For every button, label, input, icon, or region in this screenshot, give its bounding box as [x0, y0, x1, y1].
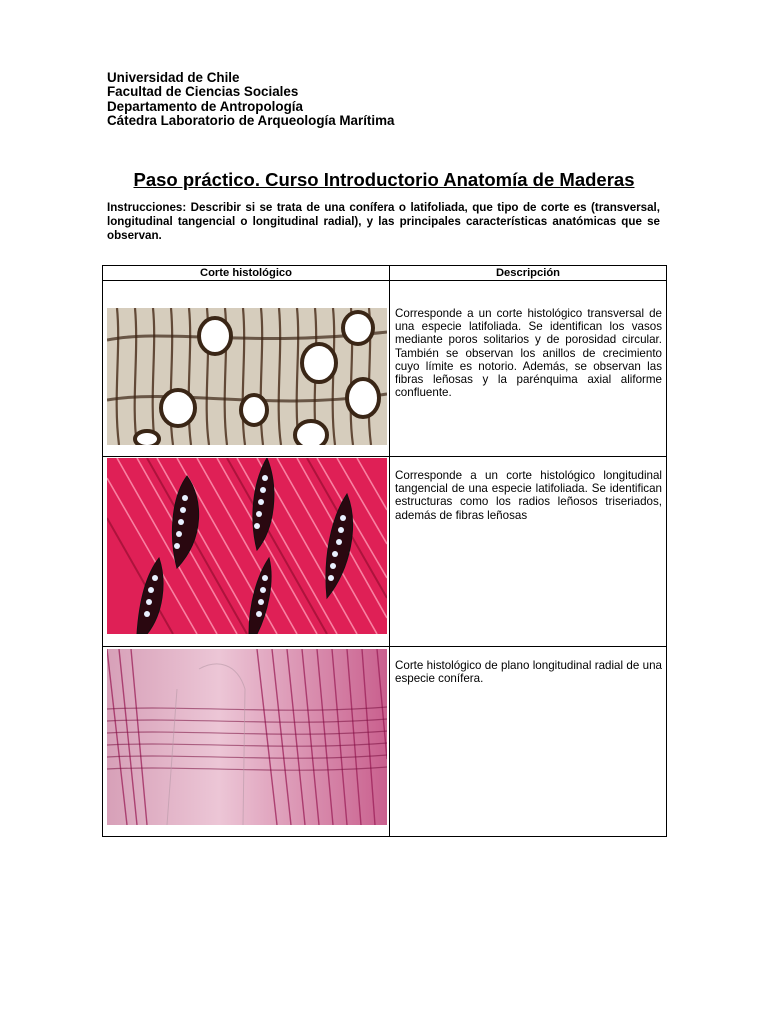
table-row — [103, 457, 667, 647]
instructions-paragraph: Instrucciones: Describir si se trata de una conífera o latifoliada, que tipo de corte es (transversal, longitudinal tangencial o longitudinal radial), y las principales características anatómicas que se observan. — [107, 201, 660, 242]
histology-table — [102, 265, 667, 837]
page-title: Paso práctico. Curso Introductorio Anatomía de Maderas — [133, 169, 635, 190]
image-cell — [103, 281, 390, 457]
table-row — [103, 647, 667, 837]
image-cell — [103, 647, 390, 837]
description-cell — [390, 457, 667, 647]
micrograph-radial-icon — [107, 649, 387, 825]
image-cell — [103, 457, 390, 647]
description-text: Corresponde a un corte histológico longitudinal tangencial de una especie latifoliada. Se identifican estructuras como los radios leñosos triseriados, además de fibras leñosas — [395, 469, 662, 522]
institution-header — [107, 71, 394, 128]
header-line-department: Departamento de Antropología — [107, 98, 303, 114]
table-header-row — [103, 266, 667, 281]
description-cell — [390, 647, 667, 837]
header-line-faculty: Facultad de Ciencias Sociales — [107, 84, 299, 100]
micrograph-transverse-icon — [107, 308, 387, 445]
header-line-chair: Cátedra Laboratorio de Arqueología Marítima — [107, 112, 395, 128]
header-line-university: Universidad de Chile — [107, 70, 240, 85]
description-text: Corte histológico de plano longitudinal radial de una especie conífera. — [395, 659, 662, 686]
column-header-description: Descripción — [390, 266, 667, 281]
micrograph-tangential-icon — [107, 458, 387, 634]
description-cell — [390, 281, 667, 457]
table-row — [103, 281, 667, 457]
description-text: Corresponde a un corte histológico transversal de una especie latifoliada. Se identifican los vasos mediante poros solitarios y de porosidad circular. También se observan los anillos de crecimiento cuyo límite es notorio. Además, se observan las fibras leñosas y la parénquima axial aliforme confluente. — [395, 307, 662, 400]
column-header-section: Corte histológico — [103, 266, 390, 281]
